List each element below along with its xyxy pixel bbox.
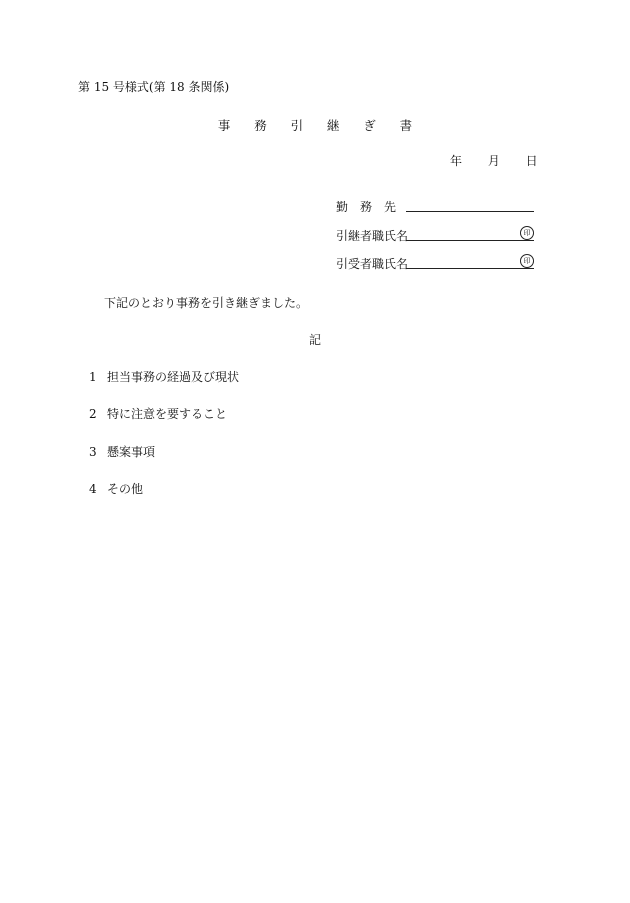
transferor-label: 引継者職氏名 bbox=[336, 229, 409, 243]
form-number: 第 15 号様式(第 18 条関係) bbox=[78, 80, 230, 94]
item-text: 担当事務の経過及び現状 bbox=[107, 370, 240, 384]
date-line bbox=[450, 155, 538, 167]
item-number: 4 bbox=[89, 482, 97, 496]
day-label: 日 bbox=[525, 154, 538, 168]
list-item bbox=[89, 446, 155, 458]
item-text: その他 bbox=[107, 482, 144, 496]
title-char: 書 bbox=[399, 118, 413, 133]
seal-icon: 印 bbox=[520, 254, 534, 268]
workplace-row bbox=[336, 198, 534, 212]
item-text: 懸案事項 bbox=[107, 445, 156, 459]
item-number: 3 bbox=[89, 445, 97, 459]
ki-heading: 記 bbox=[308, 333, 321, 347]
title-char: 務 bbox=[254, 118, 267, 133]
title-char: ぎ bbox=[363, 118, 376, 133]
list-item bbox=[89, 371, 239, 383]
title-char: 引 bbox=[290, 118, 304, 133]
year-label: 年 bbox=[450, 154, 463, 168]
month-label: 月 bbox=[487, 154, 500, 168]
list-item bbox=[89, 483, 143, 495]
workplace-label: 勤 務 先 bbox=[336, 200, 397, 214]
item-number: 1 bbox=[89, 370, 97, 384]
intro-text: 下記のとおり事務を引き継ぎました。 bbox=[104, 296, 309, 310]
item-number: 2 bbox=[89, 407, 97, 421]
transferee-label: 引受者職氏名 bbox=[336, 257, 409, 271]
list-item bbox=[89, 408, 227, 420]
item-text: 特に注意を要すること bbox=[107, 407, 228, 421]
transferee-name-field[interactable] bbox=[406, 268, 534, 269]
document-title bbox=[0, 120, 630, 133]
title-char: 事 bbox=[217, 118, 231, 133]
transferor-name-field[interactable] bbox=[406, 240, 534, 241]
seal-icon: 印 bbox=[520, 226, 534, 240]
title-char: 継 bbox=[326, 118, 340, 133]
transferor-row bbox=[336, 227, 534, 241]
transferee-row bbox=[336, 255, 534, 269]
workplace-field[interactable] bbox=[406, 211, 534, 212]
